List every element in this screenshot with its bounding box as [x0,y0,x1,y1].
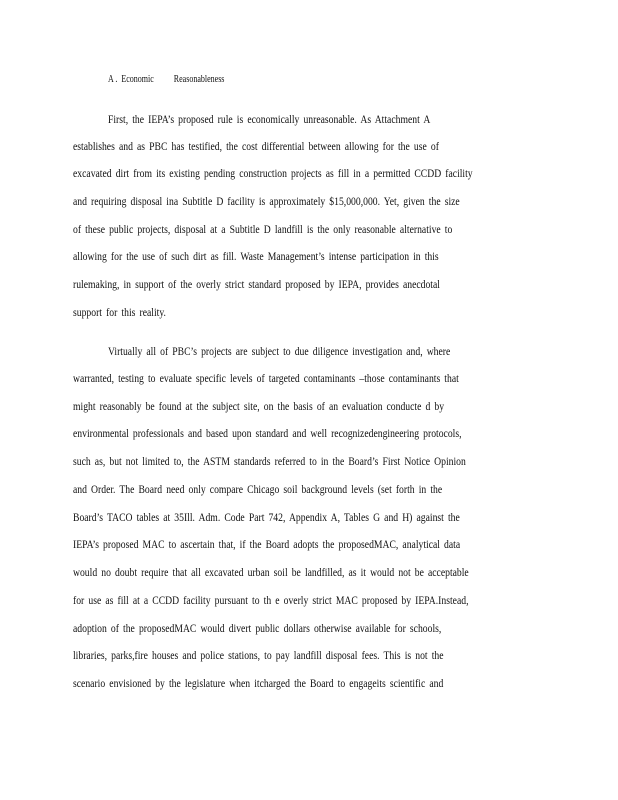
paragraph-line: environmental professionals and based upon standard and well recognizedengineering protocols, [73,428,462,440]
paragraph-line: might reasonably be found at the subject site, on the basis of an evaluation conducte d by [73,401,445,413]
paragraph-line: warranted, testing to evaluate specific levels of targeted contaminants –those contaminants that [73,373,459,385]
paragraph-line: libraries, parks,fire houses and police stations, to pay landfill disposal fees. This is not the [73,650,444,662]
paragraph-line: First, the IEPA’s proposed rule is economically unreasonable. As Attachment A [108,114,431,126]
paragraph-line: for use as fill at a CCDD facility pursuant to th e overly strict MAC proposed by IEPA.Instead, [73,595,469,607]
paragraph-line: would no doubt require that all excavated urban soil be landfilled, as it would not be acceptable [73,567,469,579]
paragraph-line: of these public projects, disposal at a Subtitle D landfill is the only reasonable alternative to [73,224,453,236]
paragraph-line: Virtually all of PBC’s projects are subject to due diligence investigation and, where [108,346,451,358]
paragraph-line: excavated dirt from its existing pending construction projects as fill in a permitted CCDD facility [73,168,473,180]
paragraph-line: and Order. The Board need only compare Chicago soil background levels (set forth in the [73,484,443,496]
paragraph-line: allowing for the use of such dirt as fill. Waste Management’s intense participation in this [73,251,439,263]
paragraph-line: rulemaking, in support of the overly strict standard proposed by IEPA, provides anecdotal [73,279,440,291]
section-heading: A . Economic Reasonableness [108,74,225,85]
paragraph-line: such as, but not limited to, the ASTM standards referred to in the Board’s First Notice Opinion [73,456,466,468]
paragraph-line: adoption of the proposedMAC would divert public dollars otherwise available for schools, [73,623,442,635]
paragraph-line: IEPA’s proposed MAC to ascertain that, if the Board adopts the proposedMAC, analytical data [73,539,461,551]
paragraph-line: Board’s TACO tables at 35Ill. Adm. Code Part 742, Appendix A, Tables G and H) against the [73,512,460,524]
paragraph-line: support for this reality. [73,307,166,319]
paragraph-line: and requiring disposal ina Subtitle D facility is approximately $15,000,000. Yet, given the size [73,196,460,208]
paragraph-line: establishes and as PBC has testified, the cost differential between allowing for the use of [73,141,439,153]
paragraph-line: scenario envisioned by the legislature when itcharged the Board to engageits scientific and [73,678,444,690]
